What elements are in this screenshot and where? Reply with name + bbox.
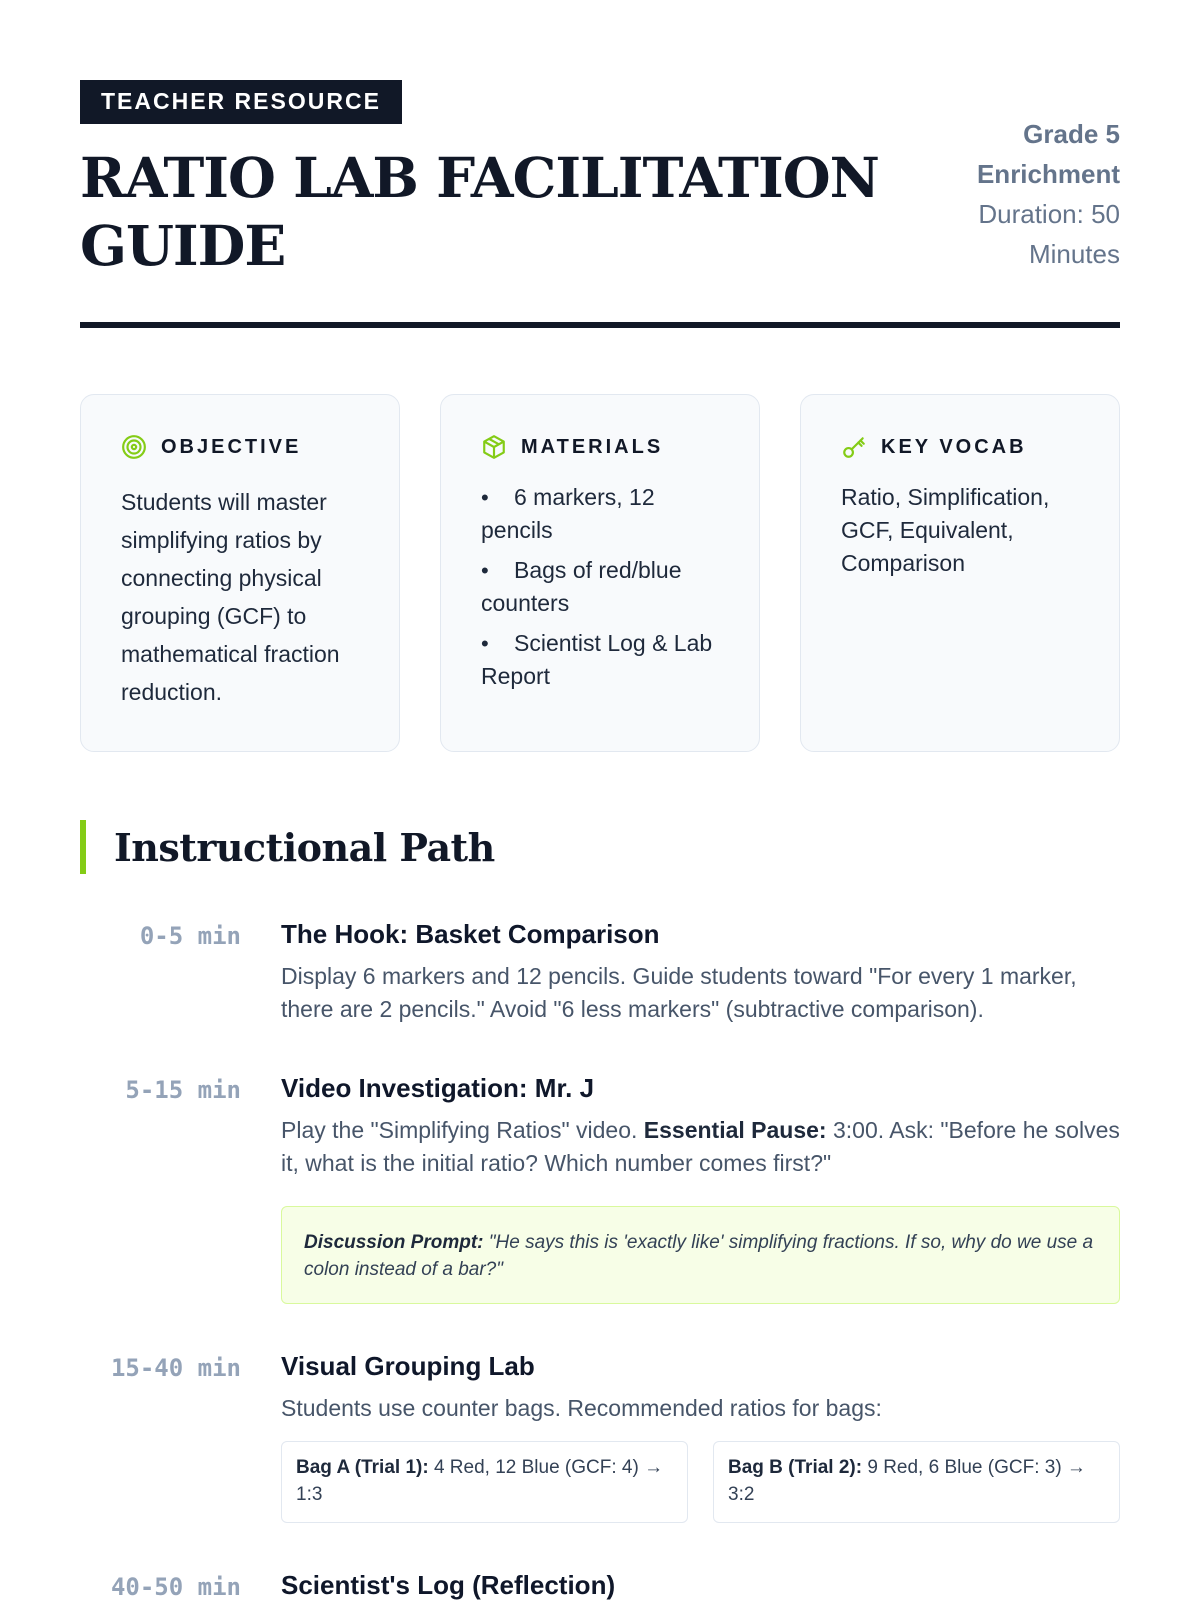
desc-text: Play the "Simplifying Ratios" video. <box>281 1117 638 1143</box>
timeline-step <box>80 1070 1120 1304</box>
materials-list <box>481 481 719 693</box>
materials-title: MATERIALS <box>521 435 664 458</box>
overview-cards <box>80 394 1120 752</box>
step-description <box>281 1114 1120 1180</box>
resource-badge: TEACHER RESOURCE <box>80 80 402 124</box>
timeline <box>80 916 1120 1600</box>
bag-text: 4 Red, 12 Blue (GCF: 4) → 1:3 <box>296 1457 664 1505</box>
prompt-label: Discussion Prompt: <box>304 1232 484 1253</box>
step-title: The Hook: Basket Comparison <box>281 919 660 949</box>
header <box>80 80 1120 322</box>
page <box>80 80 1120 1600</box>
vocab-text: Ratio, Simplification, GCF, Equivalent, Comparison <box>841 484 1050 576</box>
step-time: 5-15 min <box>125 1076 241 1104</box>
step-time: 40-50 min <box>110 1573 241 1600</box>
objective-card <box>80 394 400 752</box>
vocab-card-header <box>841 433 1079 461</box>
step-description: Display 6 markers and 12 pencils. Guide students toward "For every 1 marker, there are 2 pencils." Avoid "6 less markers" (subtractive comparison). <box>281 963 1077 1022</box>
materials-card <box>440 394 760 752</box>
step-content <box>281 1070 1120 1304</box>
section-title: Instructional Path <box>114 824 495 870</box>
page-title: RATIO LAB FACILITATION GUIDE <box>80 145 879 278</box>
step-content <box>281 1567 1120 1600</box>
step-content <box>281 916 1120 1026</box>
timeline-step <box>80 1567 1120 1600</box>
duration-label: Duration: 50 Minutes <box>978 199 1120 269</box>
materials-card-header <box>481 433 719 461</box>
step-time: 15-40 min <box>110 1354 241 1382</box>
objective-card-header <box>121 433 359 461</box>
timeline-step <box>80 1348 1120 1523</box>
bag-text: 9 Red, 6 Blue (GCF: 3) → 3:2 <box>728 1457 1086 1505</box>
list-item: • 6 markers, 12 pencils <box>481 481 719 547</box>
objective-title: OBJECTIVE <box>161 435 302 458</box>
bag-label: Bag B (Trial 2): <box>728 1457 863 1478</box>
essential-pause-label: Essential Pause: <box>643 1117 827 1143</box>
step-title: Visual Grouping Lab <box>281 1351 535 1381</box>
bag-label: Bag A (Trial 1): <box>296 1457 429 1478</box>
key-icon <box>841 434 867 460</box>
bag-card <box>281 1441 688 1523</box>
step-content <box>281 1348 1120 1523</box>
list-item: • Scientist Log & Lab Report <box>481 627 719 693</box>
bag-card <box>713 1441 1120 1523</box>
vocab-title: KEY VOCAB <box>881 435 1027 458</box>
list-item: • Bags of red/blue counters <box>481 554 719 620</box>
timeline-step <box>80 916 1120 1026</box>
step-time: 0-5 min <box>139 922 241 950</box>
discussion-prompt <box>281 1206 1120 1304</box>
bag-ratios <box>281 1441 1120 1523</box>
step-description: Students use counter bags. Recommended ratios for bags: <box>281 1395 882 1421</box>
grade-label: Grade 5 Enrichment <box>976 119 1120 189</box>
desc-text: 3:00. Ask: "Before he solves it, what is the initial ratio? Which number comes first?" <box>281 1117 1120 1176</box>
objective-text: Students will master simplifying ratios by connecting physical grouping (GCF) to mathematical fraction reduction. <box>121 489 340 705</box>
step-title: Video Investigation: Mr. J <box>281 1073 595 1103</box>
prompt-text: "He says this is 'exactly like' simplifying fractions. If so, why do we use a colon instead of a bar?" <box>304 1232 1094 1280</box>
section-heading <box>80 820 1120 874</box>
header-divider <box>80 322 1120 328</box>
step-title: Scientist's Log (Reflection) <box>281 1570 616 1600</box>
section-accent-bar <box>80 820 86 874</box>
lesson-meta <box>920 114 1120 274</box>
box-icon <box>481 434 507 460</box>
target-icon <box>121 434 147 460</box>
vocab-card <box>800 394 1120 752</box>
